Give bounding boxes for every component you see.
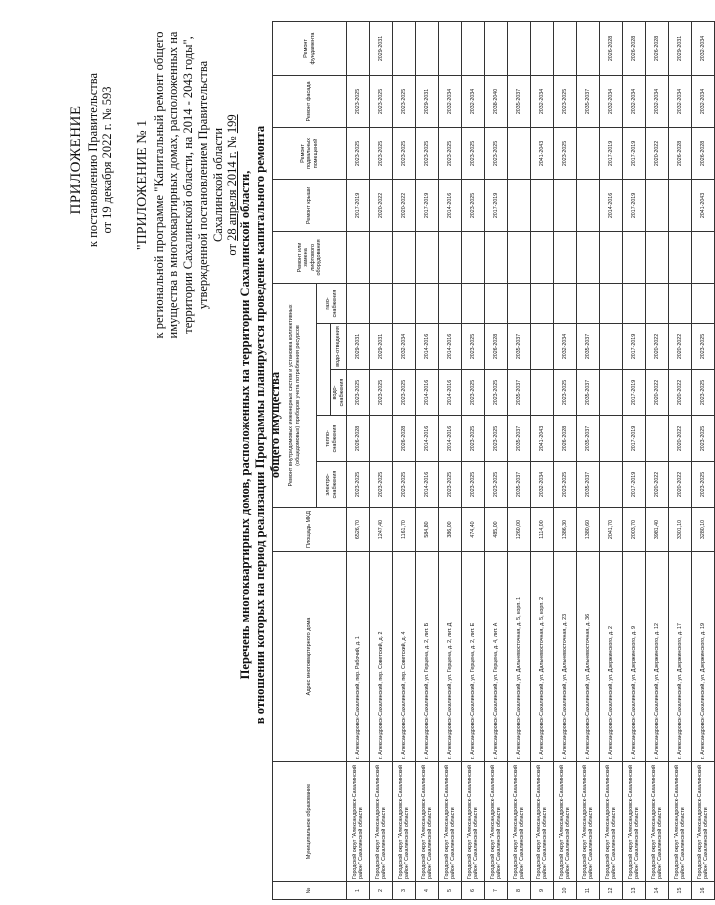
cell-gas xyxy=(577,283,600,323)
cell-elevator xyxy=(623,231,646,283)
table-row xyxy=(692,21,715,899)
cell-roof: 2017-2019 xyxy=(347,179,370,231)
cell-area: 1380,60 xyxy=(577,508,600,552)
cell-electro: 2023-2025 xyxy=(347,462,370,508)
cell-num: 13 xyxy=(623,882,646,900)
cell-area: 1247,40 xyxy=(370,508,393,552)
cell-heat: 2035-2037 xyxy=(577,416,600,462)
cell-electro: 2035-2037 xyxy=(508,462,531,508)
cell-roof: 2017-2019 xyxy=(416,179,439,231)
cell-electro: 2023-2025 xyxy=(554,462,577,508)
cell-foundation xyxy=(439,21,462,75)
cell-electro: 2020-2022 xyxy=(669,462,692,508)
cell-electro: 2023-2025 xyxy=(393,462,416,508)
cell-facade: 2032-2034 xyxy=(646,75,669,127)
cell-gas xyxy=(646,283,669,323)
cell-basement xyxy=(577,127,600,179)
cell-gas xyxy=(370,283,393,323)
cell-drain: 2035-2037 xyxy=(577,324,600,370)
cell-heat: 2020-2022 xyxy=(669,416,692,462)
cell-basement xyxy=(508,127,531,179)
cell-drain: 2014-2016 xyxy=(416,324,439,370)
cell-address: г. Александровск-Сахалинский, ул. Дзержинского, д. 2 xyxy=(600,552,623,762)
cell-heat: 2026-2028 xyxy=(554,416,577,462)
cell-water: 2014-2016 xyxy=(416,370,439,416)
cell-address: г. Александровск-Сахалинский, ул. Герцена, д. 2, лит. Д xyxy=(439,552,462,762)
col-header-num: № xyxy=(273,882,347,900)
col-header-facade: Ремонт фасада xyxy=(273,75,347,127)
cell-area: 2003,70 xyxy=(623,508,646,552)
cell-drain: 2032-2034 xyxy=(554,324,577,370)
cell-drain xyxy=(531,324,554,370)
cell-basement: 2023-2025 xyxy=(485,127,508,179)
cell-elevator xyxy=(669,231,692,283)
cell-gas xyxy=(347,283,370,323)
cell-roof: 2017-2019 xyxy=(485,179,508,231)
annex-block xyxy=(135,5,240,365)
cell-num: 14 xyxy=(646,882,669,900)
cell-municipality: Городской округ "Александровск-Сахалинский район" Сахалинской области xyxy=(347,762,370,882)
cell-foundation xyxy=(462,21,485,75)
cell-foundation xyxy=(393,21,416,75)
cell-basement: 2026-2028 xyxy=(669,127,692,179)
cell-area: 474,40 xyxy=(462,508,485,552)
cell-roof xyxy=(531,179,554,231)
cell-drain: 2032-2034 xyxy=(393,324,416,370)
col-header-foundation: Ремонт фундамента xyxy=(273,21,347,75)
cell-drain: 2035-2037 xyxy=(508,324,531,370)
cell-heat xyxy=(370,416,393,462)
cell-foundation xyxy=(577,21,600,75)
col-header-resources-blank xyxy=(317,324,331,416)
table-row xyxy=(669,21,692,899)
cell-num: 1 xyxy=(347,882,370,900)
cell-address: г. Александровск-Сахалинский, ул. Герцена, д. 2, лит. Е xyxy=(462,552,485,762)
table-row xyxy=(646,21,669,899)
cell-basement: 2020-2022 xyxy=(646,127,669,179)
cell-area: 3280,10 xyxy=(692,508,715,552)
table-row xyxy=(462,21,485,899)
cell-foundation xyxy=(554,21,577,75)
cell-roof: 2041-2043 xyxy=(692,179,715,231)
cell-heat: 2014-2016 xyxy=(439,416,462,462)
cell-elevator xyxy=(531,231,554,283)
cell-num: 10 xyxy=(554,882,577,900)
col-header-elevator: Ремонт или замена лифтового оборудования xyxy=(273,231,347,283)
cell-area: 6526,70 xyxy=(347,508,370,552)
cell-elevator xyxy=(416,231,439,283)
cell-facade: 2029-2031 xyxy=(416,75,439,127)
cell-drain: 2023-2025 xyxy=(692,324,715,370)
cell-electro: 2023-2025 xyxy=(370,462,393,508)
cell-municipality: Городской округ "Александровск-Сахалинский район" Сахалинской области xyxy=(462,762,485,882)
cell-heat: 2023-2025 xyxy=(485,416,508,462)
cell-roof xyxy=(554,179,577,231)
cell-facade: 2032-2034 xyxy=(692,75,715,127)
appendix-line-1: к постановлению Правительства xyxy=(85,72,100,248)
cell-address: г. Александровск-Сахалинский, пер. Советский, д. 2 xyxy=(370,552,393,762)
cell-num: 5 xyxy=(439,882,462,900)
cell-municipality: Городской округ "Александровск-Сахалинский район" Сахалинской области xyxy=(577,762,600,882)
cell-gas xyxy=(393,283,416,323)
cell-foundation: 2026-2028 xyxy=(623,21,646,75)
table-body xyxy=(347,21,715,899)
cell-num: 7 xyxy=(485,882,508,900)
cell-gas xyxy=(554,283,577,323)
cell-address: г. Александровск-Сахалинский, ул. Дзержинского, д. 17 xyxy=(669,552,692,762)
cell-water xyxy=(531,370,554,416)
cell-water: 2023-2025 xyxy=(485,370,508,416)
cell-area: 485,00 xyxy=(485,508,508,552)
cell-electro: 2023-2025 xyxy=(439,462,462,508)
cell-drain xyxy=(600,324,623,370)
table-row xyxy=(577,21,600,899)
col-header-gas: газо-снабжения xyxy=(317,283,347,323)
cell-elevator xyxy=(462,231,485,283)
cell-elevator xyxy=(393,231,416,283)
cell-basement: 2017-2019 xyxy=(600,127,623,179)
cell-basement: 2023-2025 xyxy=(462,127,485,179)
cell-num: 4 xyxy=(416,882,439,900)
table-row xyxy=(485,21,508,899)
cell-gas xyxy=(416,283,439,323)
cell-elevator xyxy=(646,231,669,283)
cell-area: 3301,10 xyxy=(669,508,692,552)
cell-water: 2014-2016 xyxy=(439,370,462,416)
cell-address: г. Александровск-Сахалинский, ул. Дальневосточная, д. 36 xyxy=(577,552,600,762)
cell-address: г. Александровск-Сахалинский, ул. Дзержинского, д. 19 xyxy=(692,552,715,762)
col-header-heat: тепло-снабжения xyxy=(317,416,347,462)
cell-heat: 2035-2037 xyxy=(508,416,531,462)
annex-line-3: территории Сахалинской области, на 2014 - 2043 годы", xyxy=(181,36,196,334)
annex-number-prefix: № xyxy=(225,136,240,149)
cell-foundation: 2032-2034 xyxy=(692,21,715,75)
cell-elevator xyxy=(600,231,623,283)
cell-facade: 2038-2040 xyxy=(485,75,508,127)
cell-roof xyxy=(508,179,531,231)
cell-municipality: Городской округ "Александровск-Сахалинский район" Сахалинской области xyxy=(531,762,554,882)
cell-drain: 2014-2016 xyxy=(439,324,462,370)
cell-foundation: 2029-2031 xyxy=(669,21,692,75)
cell-water: 2023-2025 xyxy=(692,370,715,416)
cell-municipality: Городской округ "Александровск-Сахалинский район" Сахалинской области xyxy=(646,762,669,882)
cell-electro: 2017-2019 xyxy=(623,462,646,508)
cell-roof: 2023-2025 xyxy=(462,179,485,231)
cell-elevator xyxy=(347,231,370,283)
annex-title: "ПРИЛОЖЕНИЕ № 1 xyxy=(135,119,150,251)
cell-area: 1114,00 xyxy=(531,508,554,552)
cell-num: 11 xyxy=(577,882,600,900)
cell-municipality: Городской округ "Александровск-Сахалинский район" Сахалинской области xyxy=(439,762,462,882)
cell-electro: 2035-2037 xyxy=(577,462,600,508)
cell-area: 3981,40 xyxy=(646,508,669,552)
cell-water: 2017-2019 xyxy=(623,370,646,416)
cell-basement: 2026-2028 xyxy=(692,127,715,179)
cell-drain: 2026-2028 xyxy=(485,324,508,370)
cell-address: г. Александровск-Сахалинский, ул. Дзержинского, д. 12 xyxy=(646,552,669,762)
cell-heat xyxy=(646,416,669,462)
cell-facade: 2023-2025 xyxy=(393,75,416,127)
cell-facade: 2032-2034 xyxy=(531,75,554,127)
cell-facade: 2032-2034 xyxy=(669,75,692,127)
cell-roof xyxy=(669,179,692,231)
cell-area: 2041,70 xyxy=(600,508,623,552)
cell-basement: 2041-2043 xyxy=(531,127,554,179)
cell-roof xyxy=(646,179,669,231)
cell-water: 2023-2025 xyxy=(554,370,577,416)
col-header-electro: электро-снабжения xyxy=(317,462,347,508)
cell-num: 12 xyxy=(600,882,623,900)
cell-elevator xyxy=(577,231,600,283)
cell-gas xyxy=(531,283,554,323)
cell-electro: 2023-2025 xyxy=(692,462,715,508)
col-header-water: водо-снабжения xyxy=(331,370,347,416)
cell-electro: 2020-2022 xyxy=(646,462,669,508)
cell-basement: 2023-2025 xyxy=(554,127,577,179)
cell-electro: 2023-2025 xyxy=(485,462,508,508)
cell-num: 3 xyxy=(393,882,416,900)
cell-foundation xyxy=(508,21,531,75)
cell-heat: 2023-2025 xyxy=(692,416,715,462)
cell-facade: 2032-2034 xyxy=(623,75,646,127)
cell-municipality: Городской округ "Александровск-Сахалинский район" Сахалинской области xyxy=(600,762,623,882)
table-row xyxy=(554,21,577,899)
annex-date-prefix: от xyxy=(225,244,240,256)
cell-drain: 2020-2022 xyxy=(669,324,692,370)
cell-municipality: Городской округ "Александровск-Сахалинский район" Сахалинской области xyxy=(669,762,692,882)
cell-gas xyxy=(485,283,508,323)
cell-address: г. Александровск-Сахалинский, ул. Дзержинского, д. 9 xyxy=(623,552,646,762)
cell-address: г. Александровск-Сахалинский, пер. Советский, д. 4 xyxy=(393,552,416,762)
cell-electro: 2023-2025 xyxy=(462,462,485,508)
cell-foundation xyxy=(347,21,370,75)
col-header-systems-group: Ремонт внутридомовых инженерных систем и установка коллективных (общедомовых) приборов учета потребления ресурсов xyxy=(273,283,317,507)
cell-water: 2020-2022 xyxy=(669,370,692,416)
cell-water: 2023-2025 xyxy=(347,370,370,416)
cell-gas xyxy=(669,283,692,323)
heading-line-2: в отношении которых на период реализации Программы планируется проведение капитального ремонта общего имущества xyxy=(253,125,282,725)
cell-electro: 2014-2016 xyxy=(416,462,439,508)
cell-heat: 2014-2016 xyxy=(416,416,439,462)
cell-gas xyxy=(692,283,715,323)
cell-municipality: Городской округ "Александровск-Сахалинский район" Сахалинской области xyxy=(508,762,531,882)
table-row xyxy=(508,21,531,899)
cell-address: г. Александровск-Сахалинский, ул. Герцена, д. 4, лит. А xyxy=(485,552,508,762)
cell-foundation xyxy=(485,21,508,75)
cell-address: г. Александровск-Сахалинский, ул. Дальневосточная, д. 5, корп. 2 xyxy=(531,552,554,762)
cell-roof: 2020-2022 xyxy=(393,179,416,231)
cell-num: 8 xyxy=(508,882,531,900)
cell-foundation: 2029-2031 xyxy=(370,21,393,75)
annex-line-5: Сахалинской области xyxy=(210,127,225,243)
col-header-address: Адрес многоквартирного дома xyxy=(273,552,347,762)
cell-num: 6 xyxy=(462,882,485,900)
cell-facade: 2023-2025 xyxy=(554,75,577,127)
cell-drain: 2029-2031 xyxy=(347,324,370,370)
table-row xyxy=(416,21,439,899)
heading-line-1: Перечень многоквартирных домов, расположенных на территории Сахалинской области, xyxy=(238,170,252,680)
cell-drain: 2029-2031 xyxy=(370,324,393,370)
cell-roof: 2017-2019 xyxy=(623,179,646,231)
cell-gas xyxy=(508,283,531,323)
cell-heat: 2017-2019 xyxy=(623,416,646,462)
cell-elevator xyxy=(508,231,531,283)
cell-facade: 2035-2037 xyxy=(508,75,531,127)
cell-gas xyxy=(600,283,623,323)
cell-elevator xyxy=(370,231,393,283)
col-header-basement: Ремонт подвальных помещений xyxy=(273,127,347,179)
cell-drain: 2023-2025 xyxy=(462,324,485,370)
table-row xyxy=(370,21,393,899)
cell-basement: 2023-2025 xyxy=(393,127,416,179)
cell-basement: 2023-2025 xyxy=(370,127,393,179)
cell-area: 1161,70 xyxy=(393,508,416,552)
cell-address: г. Александровск-Сахалинский, ул. Дальневосточная, д. 23 xyxy=(554,552,577,762)
cell-drain: 2020-2022 xyxy=(646,324,669,370)
cell-facade: 2023-2025 xyxy=(370,75,393,127)
cell-elevator xyxy=(554,231,577,283)
cell-basement: 2017-2019 xyxy=(623,127,646,179)
cell-municipality: Городской округ "Александровск-Сахалинский район" Сахалинской области xyxy=(416,762,439,882)
cell-municipality: Городской округ "Александровск-Сахалинский район" Сахалинской области xyxy=(623,762,646,882)
cell-basement: 2023-2025 xyxy=(416,127,439,179)
cell-basement: 2023-2025 xyxy=(347,127,370,179)
cell-roof: 2014-2016 xyxy=(600,179,623,231)
cell-heat: 2041-2043 xyxy=(531,416,554,462)
cell-address: г. Александровск-Сахалинский, ул. Дальневосточная, д. 5, корп. 1 xyxy=(508,552,531,762)
cell-foundation xyxy=(531,21,554,75)
cell-area: 1386,30 xyxy=(554,508,577,552)
table-row xyxy=(393,21,416,899)
table-row xyxy=(600,21,623,899)
cell-gas xyxy=(462,283,485,323)
annex-line-1: к региональной программе "Капитальный ремонт общего xyxy=(151,31,166,339)
annex-line-4: утвержденной постановлением Правительства xyxy=(195,60,210,310)
table-row xyxy=(531,21,554,899)
cell-municipality: Городской округ "Александровск-Сахалинский район" Сахалинской области xyxy=(370,762,393,882)
cell-municipality: Городской округ "Александровск-Сахалинский район" Сахалинской области xyxy=(554,762,577,882)
cell-facade: 2032-2034 xyxy=(462,75,485,127)
cell-heat: 2026-2028 xyxy=(393,416,416,462)
cell-water xyxy=(600,370,623,416)
cell-roof: 2020-2022 xyxy=(370,179,393,231)
table-row xyxy=(623,21,646,899)
cell-facade: 2032-2034 xyxy=(600,75,623,127)
annex-line-2: имущества в многоквартирных домах, расположенных на xyxy=(166,31,181,339)
cell-foundation xyxy=(416,21,439,75)
cell-municipality: Городской округ "Александровск-Сахалинский район" Сахалинской области xyxy=(393,762,416,882)
cell-elevator xyxy=(692,231,715,283)
cell-water: 2023-2025 xyxy=(370,370,393,416)
cell-area: 386,00 xyxy=(439,508,462,552)
cell-area: 584,80 xyxy=(416,508,439,552)
cell-gas xyxy=(623,283,646,323)
cell-water: 2035-2037 xyxy=(577,370,600,416)
cell-area: 1260,00 xyxy=(508,508,531,552)
cell-num: 2 xyxy=(370,882,393,900)
cell-water: 2035-2037 xyxy=(508,370,531,416)
annex-number: 199 xyxy=(225,114,240,134)
houses-table xyxy=(272,21,715,900)
cell-num: 9 xyxy=(531,882,554,900)
col-header-area: Площадь МКД xyxy=(273,508,347,552)
cell-address: г. Александровск-Сахалинский, ул. Герцена, д. 2, лит. Б xyxy=(416,552,439,762)
table-row xyxy=(439,21,462,899)
cell-elevator xyxy=(439,231,462,283)
appendix-block xyxy=(68,10,115,310)
col-header-roof: Ремонт крыши xyxy=(273,179,347,231)
cell-drain: 2017-2019 xyxy=(623,324,646,370)
cell-roof: 2014-2016 xyxy=(439,179,462,231)
cell-facade: 2023-2025 xyxy=(347,75,370,127)
cell-roof xyxy=(577,179,600,231)
col-header-municipality: Муниципальное образование xyxy=(273,762,347,882)
cell-electro: 2032-2034 xyxy=(531,462,554,508)
table-row xyxy=(347,21,370,899)
cell-facade: 2032-2034 xyxy=(439,75,462,127)
cell-address: г. Александровск-Сахалинский, пер. Рабочий, д. 1 xyxy=(347,552,370,762)
cell-foundation: 2026-2028 xyxy=(600,21,623,75)
appendix-line-2: от 19 декабря 2022 г. № 593 xyxy=(100,86,115,234)
cell-heat xyxy=(600,416,623,462)
cell-facade: 2035-2037 xyxy=(577,75,600,127)
cell-water: 2023-2025 xyxy=(393,370,416,416)
cell-water: 2023-2025 xyxy=(462,370,485,416)
cell-heat: 2023-2025 xyxy=(462,416,485,462)
cell-municipality: Городской округ "Александровск-Сахалинский район" Сахалинской области xyxy=(485,762,508,882)
cell-num: 16 xyxy=(692,882,715,900)
cell-gas xyxy=(439,283,462,323)
cell-municipality: Городской округ "Александровск-Сахалинский район" Сахалинской области xyxy=(692,762,715,882)
col-header-drain: водо-отведения xyxy=(331,324,347,370)
cell-water: 2020-2022 xyxy=(646,370,669,416)
appendix-title: ПРИЛОЖЕНИЕ xyxy=(68,105,84,215)
annex-date: 28 апреля 2014 г. xyxy=(225,151,240,241)
cell-elevator xyxy=(485,231,508,283)
cell-electro xyxy=(600,462,623,508)
cell-basement: 2023-2025 xyxy=(439,127,462,179)
cell-heat: 2026-2028 xyxy=(347,416,370,462)
cell-foundation: 2026-2028 xyxy=(646,21,669,75)
cell-num: 15 xyxy=(669,882,692,900)
